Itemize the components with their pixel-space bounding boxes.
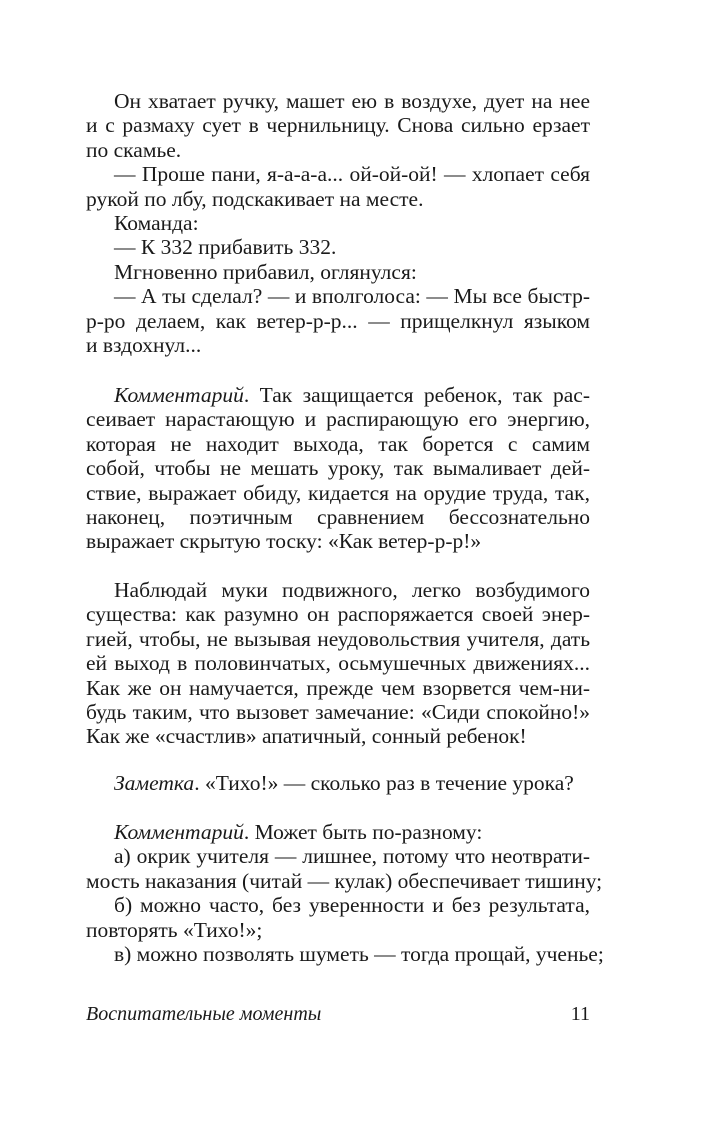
text-line: — Проше пани, я-а-а-а... ой-ой-ой! — хлопает себя [114,162,590,187]
paragraph-commentary-1 [86,383,590,554]
text-line: по скамье. [86,137,182,162]
list-item-line: мость наказания (читай — кулак) обеспечивает тишину; [86,868,603,893]
text-line: р-ро делаем, как ветер-р-р... — прищелкнул языком [86,308,590,333]
list-item-line: в) можно позволять шуметь — тогда прощай, ученье; [114,941,604,966]
list-item-line: а) окрик учителя — лишнее, потому что неотврати- [114,844,590,869]
list-item-line: повторять «Тихо!»; [86,917,263,942]
text-line: гией, чтобы, не вызывая неудовольствия учителя, дать [86,626,590,651]
text-line: будь таким, что вызовет замечание: «Сиди спокойно!» [86,699,590,724]
text-line: и вздохнул... [86,332,202,357]
text-line: Мгновенно прибавил, оглянулся: [114,259,417,284]
note-label: Заметка [114,771,195,795]
text-line [86,820,590,844]
text-line: сеивает нарастающую и распирающую его энергию, [86,407,590,432]
paragraph-commentary-2 [86,820,604,966]
list-item-line: б) можно часто, без уверенности и без результата, [114,893,590,918]
text-line: выражает скрытую тоску: «Как ветер-р-р!» [86,529,482,554]
text-line: ей выход в половинчатых, осьмушечных движениях... [86,651,590,676]
text-line: Как же «счастлив» апатичный, сонный ребенок! [86,724,527,749]
paragraph-dialogue [86,89,590,357]
text-line: ствие, выражает обиду, кидается на орудие труда, так, [86,480,590,505]
text-line: которая не находит выхода, так борется с самим [86,431,590,456]
paragraph-observation [86,578,590,749]
text-line: Он хватает ручку, машет ею в воздухе, дует на нее [114,89,590,113]
commentary-label: Комментарий [114,383,244,407]
page-number: 11 [570,1003,590,1025]
text-line: — К 332 прибавить 332. [114,235,337,260]
text-line: собой, чтобы не мешать уроку, так вымаливает дей- [86,456,590,481]
text-line: Команда: [114,210,199,235]
text-line: — А ты сделал? — и вполголоса: — Мы все быстр- [114,284,590,309]
commentary-text: . Может быть по-разному: [243,820,483,844]
text-line [86,383,590,407]
text-line: наконец, поэтичным сравнением бессознательно [86,504,590,529]
running-footer-title: Воспитательные моменты [86,1003,322,1025]
paragraph-note [86,771,590,795]
text-line: и с размаху сует в чернильницу. Снова сильно ерзает [86,113,590,138]
text-line: рукой по лбу, подскакивает на месте. [86,186,424,211]
note-text: . «Тихо!» — сколько раз в течение урока? [194,771,574,795]
text-line [86,771,590,795]
text-line: Наблюдай муки подвижного, легко возбудимого [114,578,590,602]
text-line: существа: как разумно он распоряжается своей энер- [86,602,590,627]
text-line: Как же он намучается, прежде чем взорвется чем-ни- [86,675,590,700]
commentary-text: . Так защищается ребенок, так рас- [243,383,590,407]
commentary-label: Комментарий [114,820,244,844]
